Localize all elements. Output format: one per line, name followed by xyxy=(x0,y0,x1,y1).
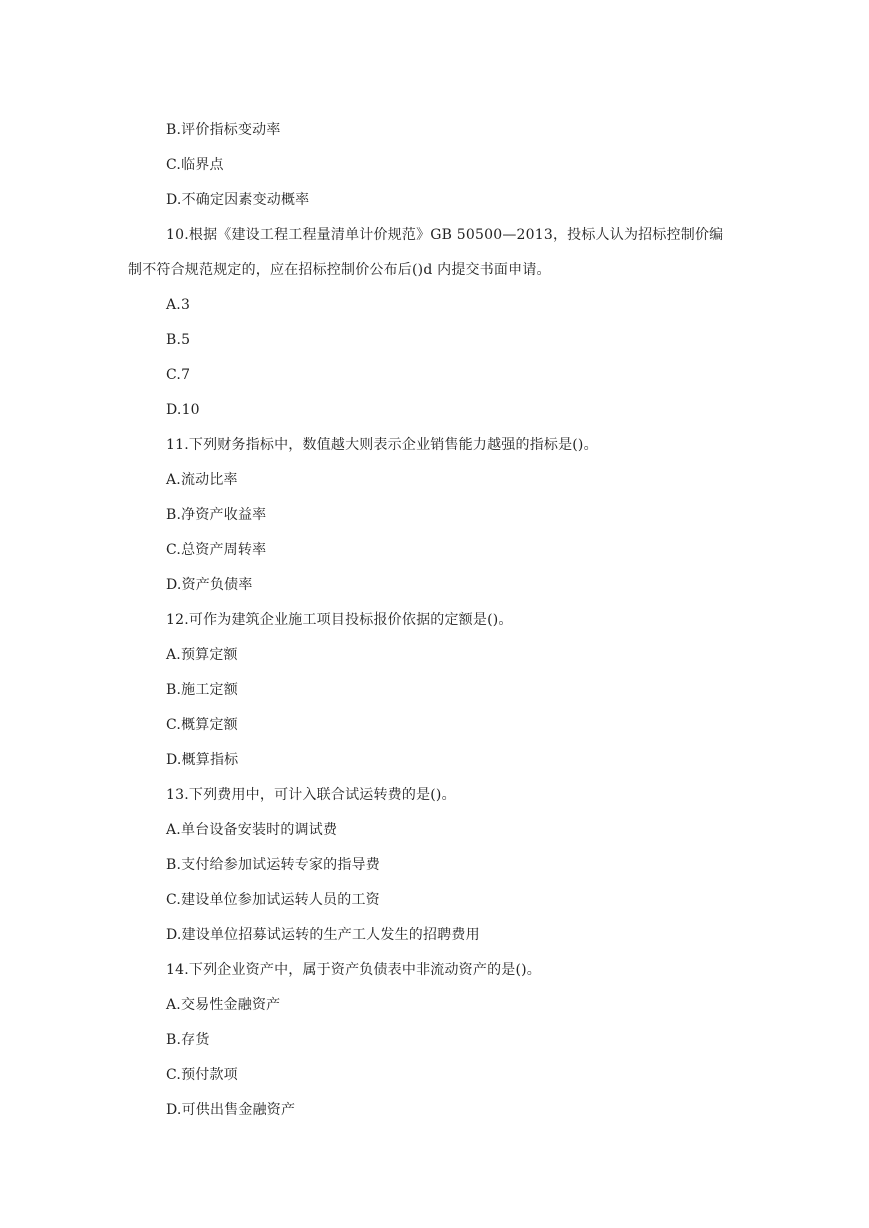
option-text: A.流动比率 xyxy=(166,472,238,488)
option-text: C.预付款项 xyxy=(166,1067,238,1083)
question-text: 10.根据《建设工程工程量清单计价规范》GB 50500—2013，投标人认为招标控制价编 xyxy=(166,227,724,243)
option-text: A.交易性金融资产 xyxy=(166,997,281,1013)
option-text: B.支付给参加试运转专家的指导费 xyxy=(166,857,380,873)
option-text: C.总资产周转率 xyxy=(166,542,267,558)
option-text: D.建设单位招募试运转的生产工人发生的招聘费用 xyxy=(166,927,480,943)
option-text: D.资产负债率 xyxy=(166,577,253,593)
option-text: C.7 xyxy=(166,367,191,383)
question-text: 11.下列财务指标中，数值越大则表示企业销售能力越强的指标是()。 xyxy=(166,437,598,453)
option-text: A.3 xyxy=(166,297,191,313)
option-text: B.存货 xyxy=(166,1032,210,1048)
option-text: C.临界点 xyxy=(166,157,224,173)
option-text: A.单台设备安装时的调试费 xyxy=(166,822,338,838)
option-text: A.预算定额 xyxy=(166,647,238,663)
option-text: B.评价指标变动率 xyxy=(166,122,281,138)
question-text: 12.可作为建筑企业施工项目投标报价依据的定额是()。 xyxy=(166,612,513,628)
option-text: D.可供出售金融资产 xyxy=(166,1102,296,1118)
option-text: C.建设单位参加试运转人员的工资 xyxy=(166,892,380,908)
option-text: B.施工定额 xyxy=(166,682,238,698)
question-text: 13.下列费用中，可计入联合试运转费的是()。 xyxy=(166,787,456,803)
option-text: B.5 xyxy=(166,332,191,348)
question-text-continued: 制不符合规范规定的，应在招标控制价公布后()d 内提交书面申请。 xyxy=(128,262,551,278)
option-text: D.不确定因素变动概率 xyxy=(166,192,310,208)
question-text: 14.下列企业资产中，属于资产负债表中非流动资产的是()。 xyxy=(166,962,541,978)
option-text: D.概算指标 xyxy=(166,752,239,768)
option-text: D.10 xyxy=(166,402,200,418)
option-text: C.概算定额 xyxy=(166,717,238,733)
option-text: B.净资产收益率 xyxy=(166,507,267,523)
